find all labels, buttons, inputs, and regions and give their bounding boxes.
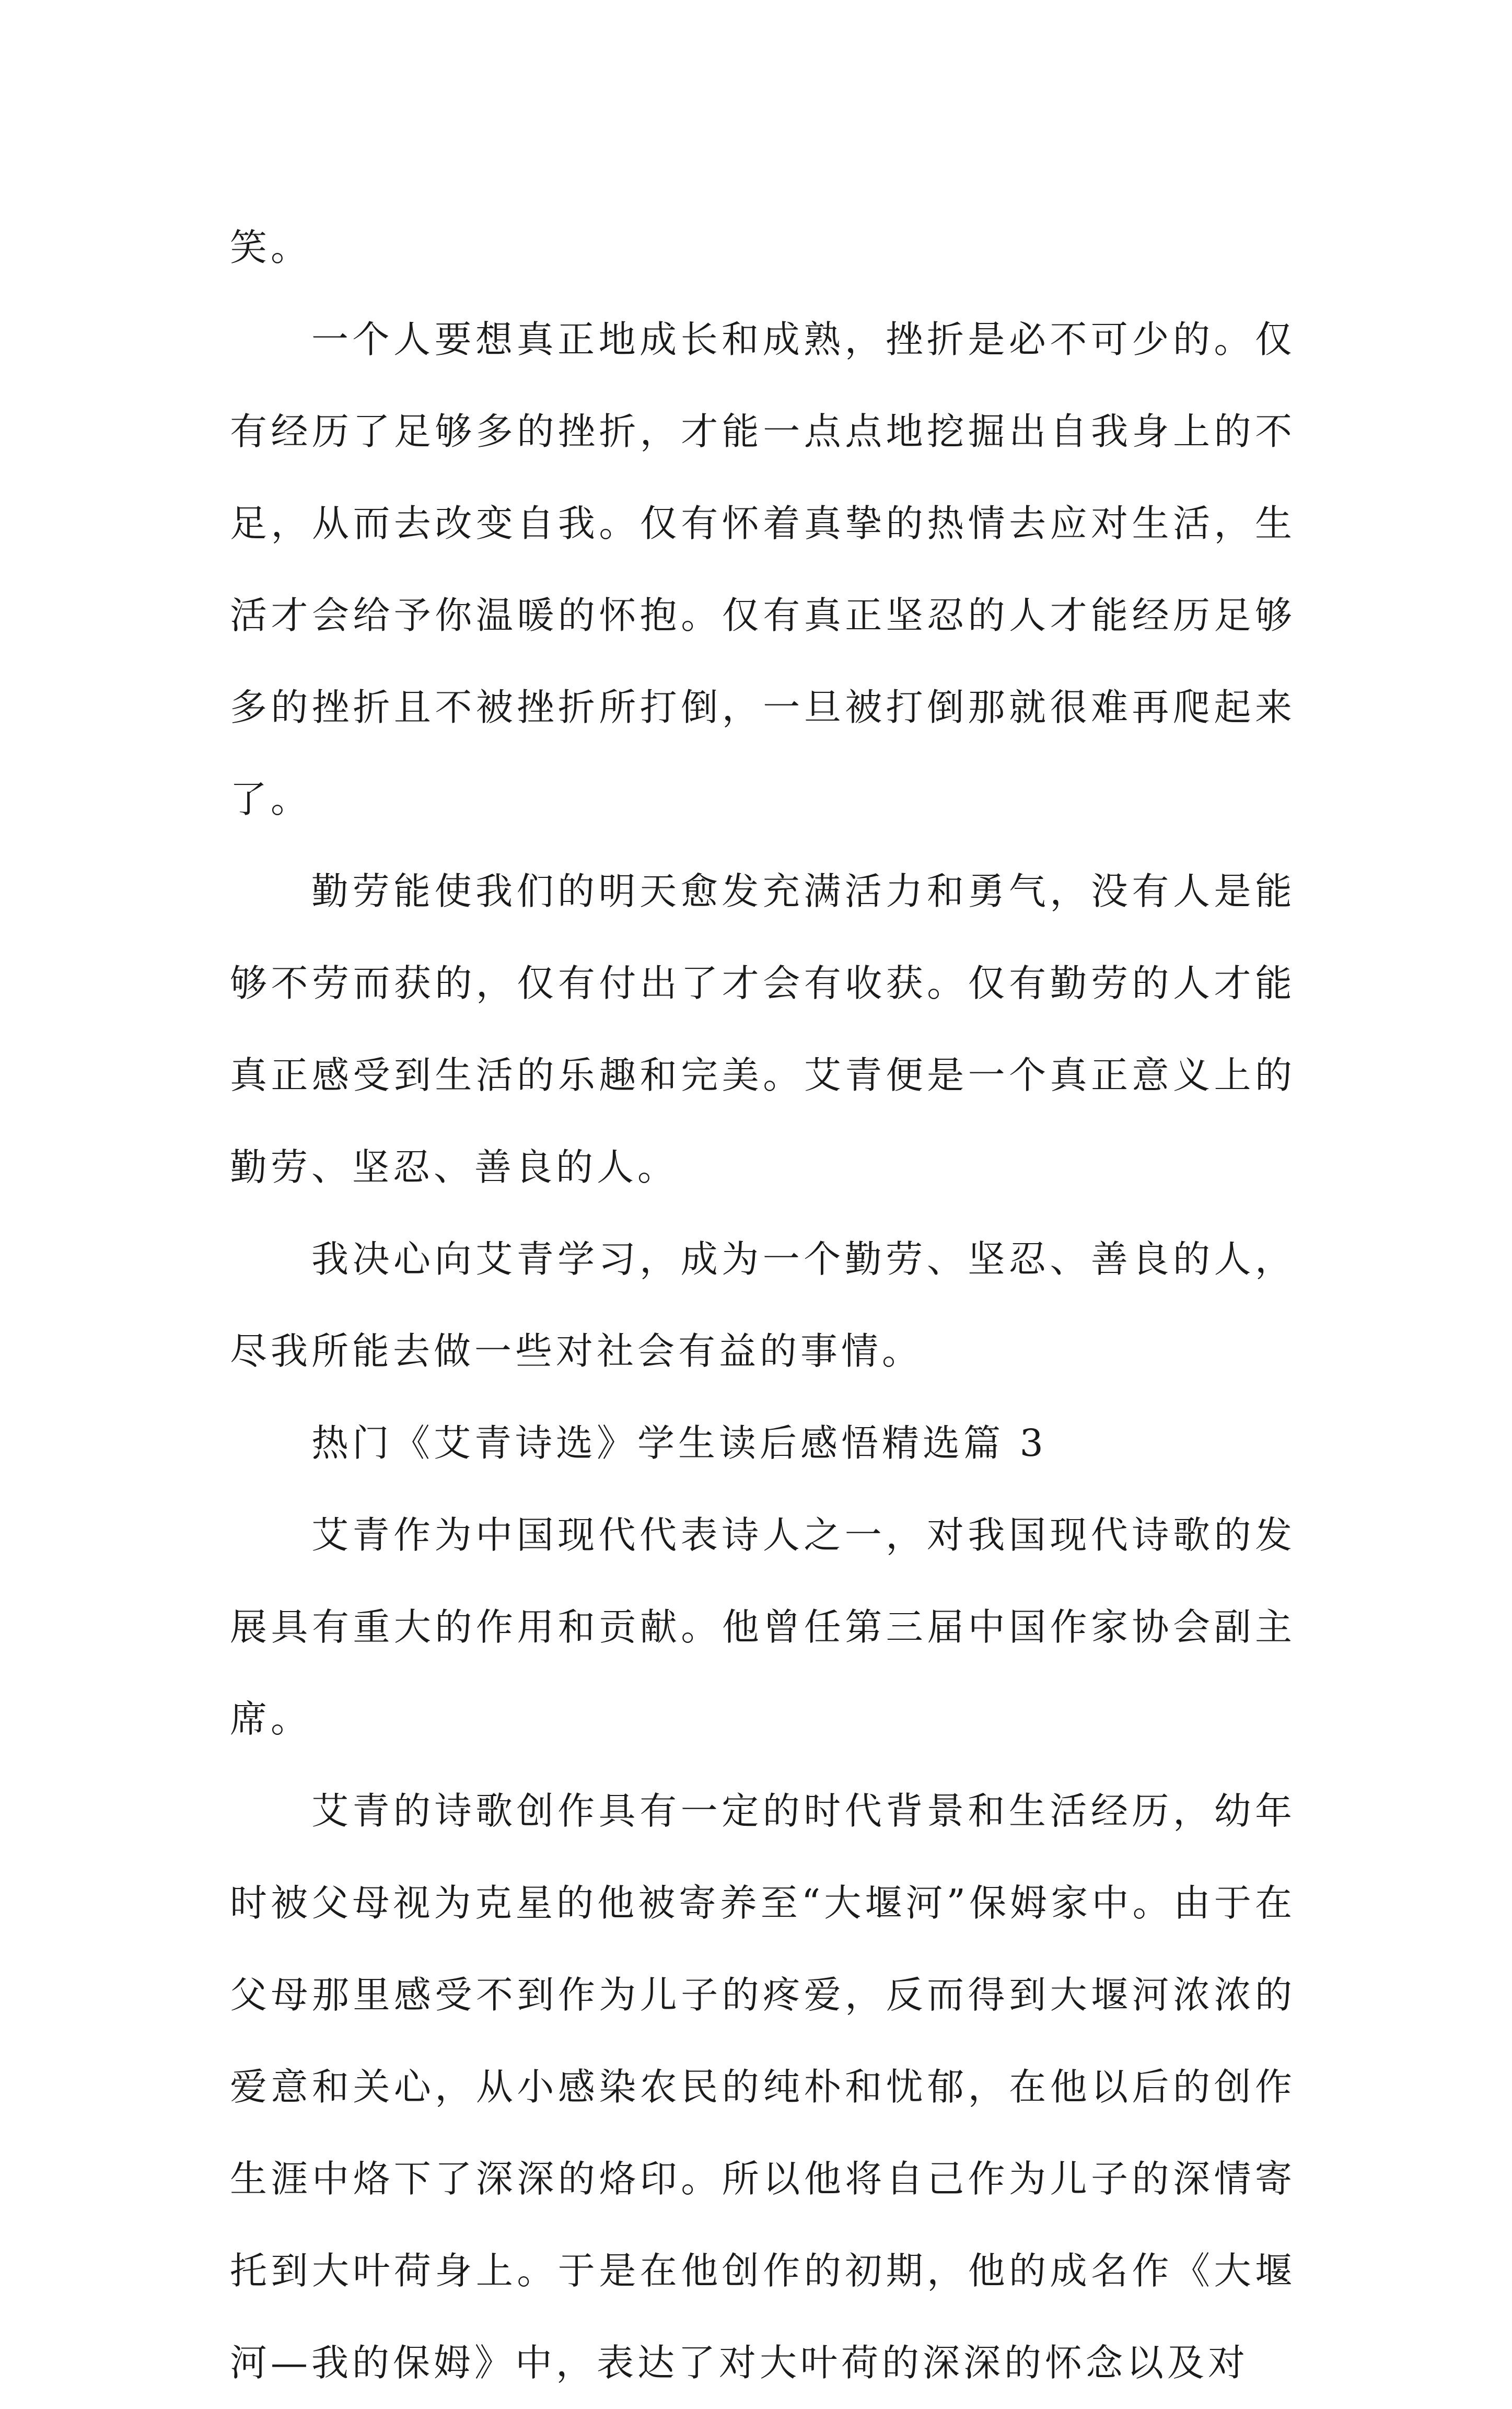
- paragraph-aiqing-intro: 艾青作为中国现代代表诗人之一，对我国现代诗歌的发展具有重大的作用和贡献。他曾任第三届中国作家协会副主席。: [230, 1513, 1296, 1741]
- document-body: [230, 202, 1296, 2409]
- paragraph-frustration: 一个人要想真正地成长和成熟，挫折是必不可少的。仅有经历了足够多的挫折，才能一点点地挖掘出自我身上的不足，从而去改变自我。仅有怀着真挚的热情去应对生活，生活才会给予你温暖的怀抱。仅有真正坚忍的人才能经历足够多的挫折且不被挫折所打倒，一旦被打倒那就很难再爬起来了。: [230, 318, 1296, 821]
- paragraph-resolution: 我决心向艾青学习，成为一个勤劳、坚忍、善良的人，尽我所能去做一些对社会有益的事情。: [230, 1237, 1296, 1373]
- paragraph-continuation: 笑。: [230, 226, 312, 269]
- paragraph-aiqing-background: 艾青的诗歌创作具有一定的时代背景和生活经历，幼年时被父母视为克星的他被寄养至“大堰河”保姆家中。由于在父母那里感受不到作为儿子的疼爱，反而得到大堰河浓浓的爱意和关心，从小感染农民的纯朴和忧郁，在他以后的创作生涯中烙下了深深的烙印。所以他将自己作为儿子的深情寄托到大叶荷身上。于是在他创作的初期，他的成名作《大堰河—我的保姆》中，表达了对大叶荷的深深的怀念以及对: [230, 1789, 1296, 2384]
- section-heading: 热门《艾青诗选》学生读后感悟精选篇 3: [311, 1421, 1047, 1465]
- paragraph-diligence: 勤劳能使我们的明天愈发充满活力和勇气，没有人是能够不劳而获的，仅有付出了才会有收获。仅有勤劳的人才能真正感受到生活的乐趣和完美。艾青便是一个真正意义上的勤劳、坚忍、善良的人。: [230, 870, 1296, 1189]
